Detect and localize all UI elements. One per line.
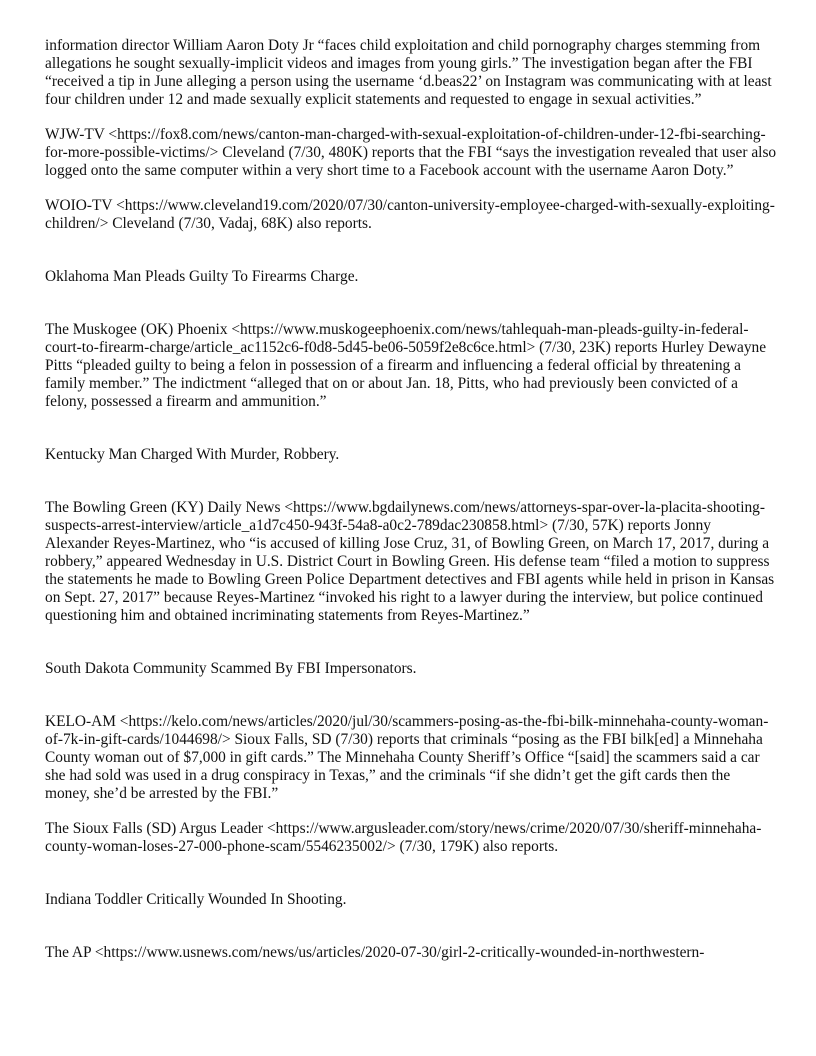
section-heading: South Dakota Community Scammed By FBI Impersonators. [45, 660, 417, 677]
body-paragraph: KELO-AM <https://kelo.com/news/articles/2020/jul/30/scammers-posing-as-the-fbi-bilk-minnehaha-county-woman-of-7k-in-gift-cards/1044698/> Sioux Falls, SD (7/30) reports that criminals “posing as the FBI bilk[ed] a Minnehaha County woman out of $7,000 in gift cards.” The Minnehaha County Sheriff’s Office “[said] the scammers said a car she had sold was used in a drug conspiracy in Texas,” and the criminals “if she didn’t get the gift cards then the money, she’d be arrested by the FBI.” [45, 713, 769, 802]
body-paragraph: WJW-TV <https://fox8.com/news/canton-man-charged-with-sexual-exploitation-of-children-under-12-fbi-searching-for-more-possible-victims/> Cleveland (7/30, 480K) reports that the FBI “says the investigation revealed that user also logged onto the same computer within a very short time to a Facebook account with the username Aaron Doty.” [45, 126, 777, 179]
body-paragraph: The Bowling Green (KY) Daily News <https://www.bgdailynews.com/news/attorneys-spar-over-la-placita-shooting-suspects-arrest-interview/article_a1d7c450-943f-54a8-a0c2-789dac230858.html> (7/30, 57K) reports Jonny Alexander Reyes-Martinez, who “is accused of killing Jose Cruz, 31, of Bowling Green, on March 17, 2017, during a robbery,” appeared Wednesday in U.S. District Court in Bowling Green. His defense team “filed a motion to suppress the statements he made to Bowling Green Police Department detectives and FBI agents while held in prison in Kansas on Sept. 27, 2017” because Reyes-Martinez “invoked his right to a lawyer during the interview, but police continued questioning him and obtained incriminating statements from Reyes-Martinez.” [45, 499, 775, 624]
body-paragraph: WOIO-TV <https://www.cleveland19.com/2020/07/30/canton-university-employee-charged-with-sexually-exploiting-children/> Cleveland (7/30, Vadaj, 68K) also reports. [45, 197, 775, 232]
section-heading: Indiana Toddler Critically Wounded In Shooting. [45, 891, 347, 908]
body-paragraph: information director William Aaron Doty Jr “faces child exploitation and child pornography charges stemming from allegations he sought sexually-implicit videos and images from young girls.” The investigation began after the FBI “received a tip in June alleging a person using the username ‘d.beas22’ on Instagram was communicating with at least four children under 12 and made sexually explicit statements and requested to engage in sexual activities.” [45, 37, 772, 108]
section-heading: Oklahoma Man Pleads Guilty To Firearms Charge. [45, 268, 359, 285]
section-heading: Kentucky Man Charged With Murder, Robbery. [45, 446, 340, 463]
document-page [45, 37, 777, 962]
body-paragraph: The Muskogee (OK) Phoenix <https://www.muskogeephoenix.com/news/tahlequah-man-pleads-guilty-in-federal-court-to-firearm-charge/article_ac1152c6-f0d8-5d45-be06-5059f2e8c6ce.html> (7/30, 23K) reports Hurley Dewayne Pitts “pleaded guilty to being a felon in possession of a firearm and influencing a federal official by threatening a family member.” The indictment “alleged that on or about Jan. 18, Pitts, who had previously been convicted of a felony, possessed a firearm and ammunition.” [45, 321, 767, 410]
body-paragraph: The Sioux Falls (SD) Argus Leader <https://www.argusleader.com/story/news/crime/2020/07/30/sheriff-minnehaha-county-woman-loses-27-000-phone-scam/5546235002/> (7/30, 179K) also reports. [45, 820, 762, 855]
body-paragraph: The AP <https://www.usnews.com/news/us/articles/2020-07-30/girl-2-critically-wounded-in-northwestern- [45, 944, 705, 961]
